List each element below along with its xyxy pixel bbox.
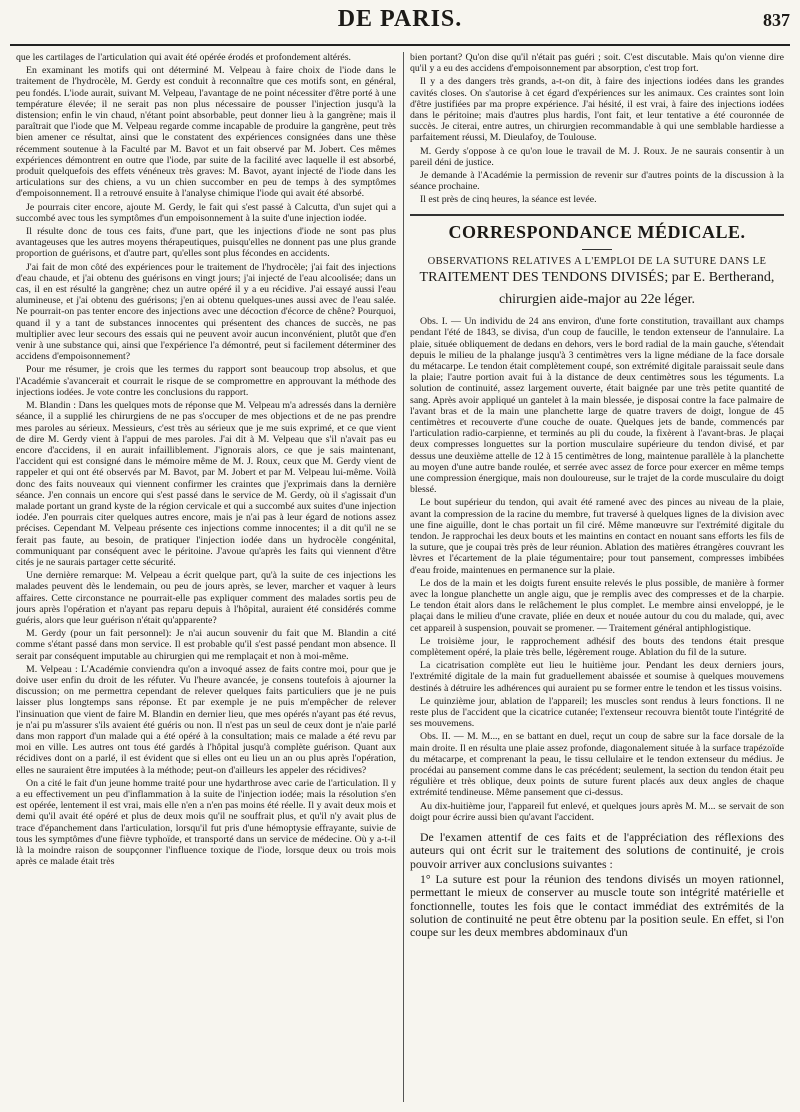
paragraph: Le quinzième jour, ablation de l'appareil; les muscles sont rendus à leurs fonctions. Il ne reste plus de l'accident que la cicatrice cutanée; l'extenseur recouvra bientôt toute l'intégrité de ses mouvemens. bbox=[410, 695, 784, 730]
paragraph: que les cartilages de l'articulation qui avait été opérée érodés et profondement altérés. bbox=[16, 52, 351, 63]
paragraph: Il est près de cinq heures, la séance est levée. bbox=[420, 194, 597, 206]
conclusion-paragraph: 1° La suture est pour la réunion des tendons divisés un moyen rationnel, permettant le mieux de conserver au muscle toute son intégrité matérielle et fonctionnelle, toutes les fois que le contact immédiat des extrémités de la solution de continuité ne peut être obtenu par la position seule. En effet, si l'on coupe sur les deux membres abdominaux d'un bbox=[410, 871, 784, 940]
paragraph: Le bout supérieur du tendon, qui avait été ramené avec des pinces au niveau de la plaie, avant la compression de la racine du membre, fut traversé à quelques lignes de la division avec une fine aiguille, dont le chas portait un fil ciré. Même manœuvre sur l'extrémité digitale du tendon. Je rapprochai les deux bouts et les maintins en contact en nouant sans efforts les fils de la suture, que je coupai très près de leur réunion. Ablation des matières étrangères couvrant les lèvres et l'écartement de la plaie tégumentaire; pour tout pansement, compresses imbibées d'eau froide, maintenues en permanence sur la plaie. bbox=[410, 497, 784, 576]
paragraph: Obs. II. — M. M..., en se battant en duel, reçut un coup de sabre sur la face dorsale de la main droite. Il en résulta une plaie assez profonde, diagonalement située à la surface trapézoïde du métacarpe, et comprenant la peau, le tissu cellulaire et le tendon extenseur du médius. Je procédai au pansement comme dans le cas précédent; seulement, la section du tendon était peu régulière et très oblique, deux points de suture furent placés aux deux angles de chaque extrémité tendineuse. Même pansement que ci-dessus. bbox=[410, 731, 784, 799]
paragraph: Obs. I. — Un individu de 24 ans environ, d'une forte constitution, travaillant aux champs pendant l'été de 1843, se divisa, d'un coup de faucille, le tendon extenseur de l'annulaire. La plaie, située obliquement de dedans en dehors, vers le bord radial de la main gauche, s'étendait depuis le milieu de la phalange jusqu'à 3 centimètres vers la ligne médiane de la face dorsale du métacarpe. Le tendon était complètement coupé, son extrémité digitale paraissait seule dans la plaie; l'autre portion avait fui à la distance de deux centimètres sous les téguments. La solution de continuité, assez largement ouverte, était baignée par une très petite quantité de sang. Après avoir appliqué un gantelet à la main blessée, je disposai contre la face palmaire de l'avant bras et de la main une planchette large de quatre travers de doigt, longue de 45 centimètres et recouverte d'une couche de ouate. Quelques jets de bande, commencés par l'articulation radio-carpienne, et terminés au pli du coude, la fixèrent à l'avant-bras. Je plaçai deux compresses longuettes sur la portion musculaire supérieure du tendon divisé, et par dessus une deuxième attelle de 12 à 15 centimètres de long, maintenue parallèle à la planchette au moyen d'une autre bande roulée, et serrée avec assez de force pour exercer en même temps une compression énergique, mais non douloureuse, sur le trajet de la corde musculaire du doigt blessé. bbox=[410, 316, 784, 496]
right-column bbox=[410, 52, 784, 1110]
paragraph: Au dix-huitième jour, l'appareil fut enlevé, et quelques jours après M. M... se servait de son doigt pour écrire aussi bien qu'avant l'accident. bbox=[410, 800, 784, 823]
article-title-line-2: TRAITEMENT DES TENDONS DIVISÉS; par E. Bertherand, bbox=[419, 270, 775, 286]
paragraph: Il y a des dangers très grands, a-t-on dit, à faire des injections iodées dans les grandes cavités closes. On s'autorise à cet égard d'expériences sur les animaux. Ces craintes sont loin d'être justifiées par ma propre expérience. J'ai hésité, il est vrai, à faire des injections iodées dans le péritoine; mais d'autres plus hardis, l'ont fait, et leur tentative a été couronnée de succès. Je citerai, entre autres, un chirurgien recommandable à qui une semblable hardiesse a parfaitement réussi, M. Dieulafoy, de Toulouse. bbox=[410, 76, 784, 144]
header-rule bbox=[10, 44, 790, 46]
page-number: 837 bbox=[763, 10, 790, 30]
paragraph: La cicatrisation complète eut lieu le huitième jour. Pendant les deux derniers jours, l'extrémité digitale de la main fut graduellement abaissée et soumise à quelques mouvemens destinés à détruire les adhérences qui auraient pu se former entre le tendon et les tissus voisins. bbox=[410, 660, 784, 694]
paragraph: J'ai fait de mon côté des expériences pour le traitement de l'hydrocèle; j'ai fait des injections d'eau chaude, et j'ai obtenu des guérisons en vingt jours; j'ai injecté de l'eau alcoolisée; dans un cas, il en est résulté la gangrène; chez un autre opéré il y a eu récidive. J'ai essayé aussi l'eau alumineuse, et j'ai obtenu des guérisons; j'en ai obtenu quelques-unes aussi avec de l'eau salée. Ne pourrait-on pas tenter encore des injections avec une décoction d'écorce de chêne? Pourquoi, quand il y a tant de substances innocentes qui présentent des chances de succès, ne pas multiplier avec leur secours des essais qui ne peuvent avoir aucun inconvénient, plutôt que d'en venir à une substance qui, ainsi que l'expérience l'a démontré, peut si facilement déterminer des accidens d'empoisonnement? bbox=[16, 261, 396, 363]
paragraph: M. Gerdy s'oppose à ce qu'on loue le travail de M. J. Roux. Je ne saurais consentir à un pareil déni de justice. bbox=[410, 145, 784, 168]
paragraph: Je demande à l'Académie la permission de revenir sur d'autres points de la discussion à la séance prochaine. bbox=[410, 170, 784, 193]
paragraph: Je pourrais citer encore, ajoute M. Gerdy, le fait qui s'est passé à Calcutta, d'un sujet qui a succombé avec tous les symptômes d'un empoisonnement à la suite d'une injection iodée. bbox=[16, 201, 396, 224]
paragraph: M. Gerdy (pour un fait personnel): Je n'ai aucun souvenir du fait que M. Blandin a cité comme s'étant passé dans mon service. Il est probable qu'il s'est passé pendant mon absence. Il serait par conséquent imputable au chirurgien qui me remplaçait et non à moi-même. bbox=[16, 628, 396, 662]
column-separator bbox=[403, 52, 404, 1102]
left-column bbox=[16, 52, 396, 1110]
paragraph: On a cité le fait d'un jeune homme traité pour une hydarthrose avec carie de l'articulation. Il y a eu effectivement un peu d'inflammation à la suite de l'injection iodée; mais la résolution s'en est opérée, lentement il est vrai, mais elle n'en a n'en pas moins été réelle. Il y avait deux mois et demi qu'il avait été opéré et plus de deux mois qu'il ne souffrait plus, et qu'il n'y avait plus de trace d'épanchement dans l'articulation, lorsqu'il fut pris d'une hémoptysie effrayante, suivie de tous les symptômes d'une fièvre typhoïde, et transporté dans un service de médecine. Où y a-t-il là la moindre raison de soupçonner l'influence toxique de l'iode, lorsque deux ou trois mois après ce malade était très bbox=[16, 777, 396, 868]
paragraph: Une dernière remarque: M. Velpeau a écrit quelque part, qu'à la suite de ces injections les malades peuvent dès le lendemain, ou peu de jours après, se lever, marcher et vaquer à leurs affaires. Cette circonstance ne pourrait-elle pas expliquer comment des malades sortis peu de jours après l'opération et n'ayant pas reparu depuis à l'hôpital, auraient été considérés comme guéris, alors que leur guérison n'était qu'apparente? bbox=[16, 570, 396, 626]
section-rule bbox=[410, 214, 784, 216]
paragraph: bien portant? Qu'on dise qu'il n'était pas guéri ; soit. C'est discutable. Mais qu'on vienne dire qu'il y a eu des accidens d'empoisonnement par absorption, c'est trop fort. bbox=[410, 52, 784, 75]
paragraph: Il résulte donc de tous ces faits, d'une part, que les injections d'iode ne sont pas plus avantageuses que les autres moyens thérapeutiques, puisqu'elles ne donnent pas une plus grande proportion de guérisons, et d'autre part, qu'elles sont plus fécondes en accidents. bbox=[16, 226, 396, 260]
page-header bbox=[0, 0, 800, 40]
article-title: OBSERVATIONS RELATIVES A L'EMPLOI DE LA SUTURE DANS LE bbox=[427, 255, 767, 267]
paragraph: M. Blandin : Dans les quelques mots de réponse que M. Velpeau m'a adressés dans la dernière séance, il a supplié les chirurgiens de ne pas s'occuper de mes objections et de ne pas prendre mes paroles au sérieux. Messieurs, c'est très au sérieux que je me suis exprimé, et ce que vient de dire M. Gerdy vient à l'appui de mes paroles. J'ai dit à M. Velpeau que s'il n'avait pas eu encore d'accidens, il en aurait infailliblement. J'ignorais alors, ce que je sais maintenant, l'accident qui est consigné dans le mémoire même de M. J. Roux, ceux que M. Gerdy vient de rappeler et qui ont été observés par M. Bavot, par M. Jobert et par M. Velpeau lui-même. Voilà donc des faits nouveaux qui viennent confirmer les craintes que j'exprimais dans la dernière séance. J'en connais un encore qui s'est passé dans le service de M. Gerdy, où il s'agissait d'un malade portant un grand kyste de la région cervicale et qui a succombé aux suites d'une injection iodée. J'en pourrais citer quelques autres encore, mais je n'ai pas à leur égard de notions assez précises. Cependant M. Velpeau présente ces injections comme innocentes; il a dit qu'il ne se ferait pas faute, au besoin, de pratiquer l'injection iodée dans un hydrocèle congénital, communiquant par conséquent avec le péritoine. J'avoue qu'après les faits qui viennent d'être cités je ne saurais partager cette sécurité. bbox=[16, 400, 396, 568]
paragraph: Pour me résumer, je crois que les termes du rapport sont beaucoup trop absolus, et que l'Académie s'avancerait et courrait le risque de se compromettre en approuvant la méthode des injections iodées. Je vote contre les conclusions du rapport. bbox=[16, 364, 396, 398]
paragraph: M. Velpeau : L'Académie conviendra qu'on a invoqué assez de faits contre moi, pour que je doive user enfin du droit de les réfuter. Vu l'heure avancée, je consens toutefois à ajourner la discussion; on me permettra cependant de relever quelques faits particuliers que je ne puis laisser plus longtemps sans réponse. Et par exemple je ne puis m'empêcher de relever l'insinuation que vient de faire M. Blandin en dernier lieu, que mes opérés n'ayant pas été revus, je n'ai pu m'assurer s'ils avaient été guéris ou non. Il n'est pas un seul de ceux dont je n'aie parlé dans mon rapport d'un malade qui a été opéré à la consultation; mais ce malade a été revu par moi en ville. Les autres ont tous été gardés à l'hôpital jusqu'à complète guérison. Quant aux récidives dont on a parlé, il est évident que si elles ont eu lieu un an ou plus après l'opération, elles ne sauraient être imputées à la méthode; peut-on d'ailleurs les appeler des récidives? bbox=[16, 663, 396, 776]
title-rule bbox=[582, 249, 612, 250]
paragraph: En examinant les motifs qui ont déterminé M. Velpeau à faire choix de l'iode dans le traitement de l'hydrocèle, M. Gerdy est conduit à reconnaître que ces motifs sont, en général, peu fondés. L'iode aurait, suivant M. Velpeau, l'avantage de ne point nécessiter d'être porté à une température élevée; il ne serait pas non plus nécessaire de pousser l'injection jusqu'à la distension; enfin le vin chaud, n'étant point absorbable, peut donner lieu à la gangrène; mais il paraîtrait que l'iode que M. Velpeau regarde comme incapable de produire la gangrène, peut très bien amener ce résultat, ainsi que le constatent des expériences consignées dans une thèse récemment soutenue à la Faculté par M. Bavot et un fait observé par M. Jobert. Ces mêmes expériences démontrent en outre que l'iode, par suite de la facilité avec laquelle il est absorbé, produit quelquefois des effets vénéneux très graves: M. Bavot, ayant injecté de l'iode dans les articulations sur des chiens, a vu un chien succomber en peu de temps à des symptômes d'empoisonnement. Il a retrouvé ensuite à l'analyse chimique l'iode qui avait été absorbé. bbox=[16, 65, 396, 200]
conclusion-paragraph: De l'examen attentif de ces faits et de l'appréciation des réflexions des auteurs qui ont écrit sur le traitement des solutions de continuité, je crois pouvoir arriver aux conclusions suivantes : bbox=[410, 830, 784, 871]
section-title: CORRESPONDANCE MÉDICALE. bbox=[448, 221, 746, 242]
page-running-title: DE PARIS. bbox=[337, 6, 463, 32]
paragraph: Le dos de la main et les doigts furent ensuite relevés le plus possible, de manière à former avec la longue planchette un angle aigu, que je remplis avec des compresses et de la charpie. Le tendon était alors dans le relâchement le plus complet. Le membre ainsi enveloppé, je le plaçai dans le milieu d'une cravate, pliée en deux et nouée autour du cou du malade, qui, avec cet appareil à suspension, pouvait se promener. — Traitement général antiphlogistique. bbox=[410, 577, 784, 634]
paragraph: Le troisième jour, le rapprochement adhésif des bouts des tendons était presque complètement opéré, la plaie très belle, légèrement rouge. Ablation du fil de la suture. bbox=[410, 635, 784, 659]
article-author-line: chirurgien aide-major au 22e léger. bbox=[498, 292, 696, 308]
